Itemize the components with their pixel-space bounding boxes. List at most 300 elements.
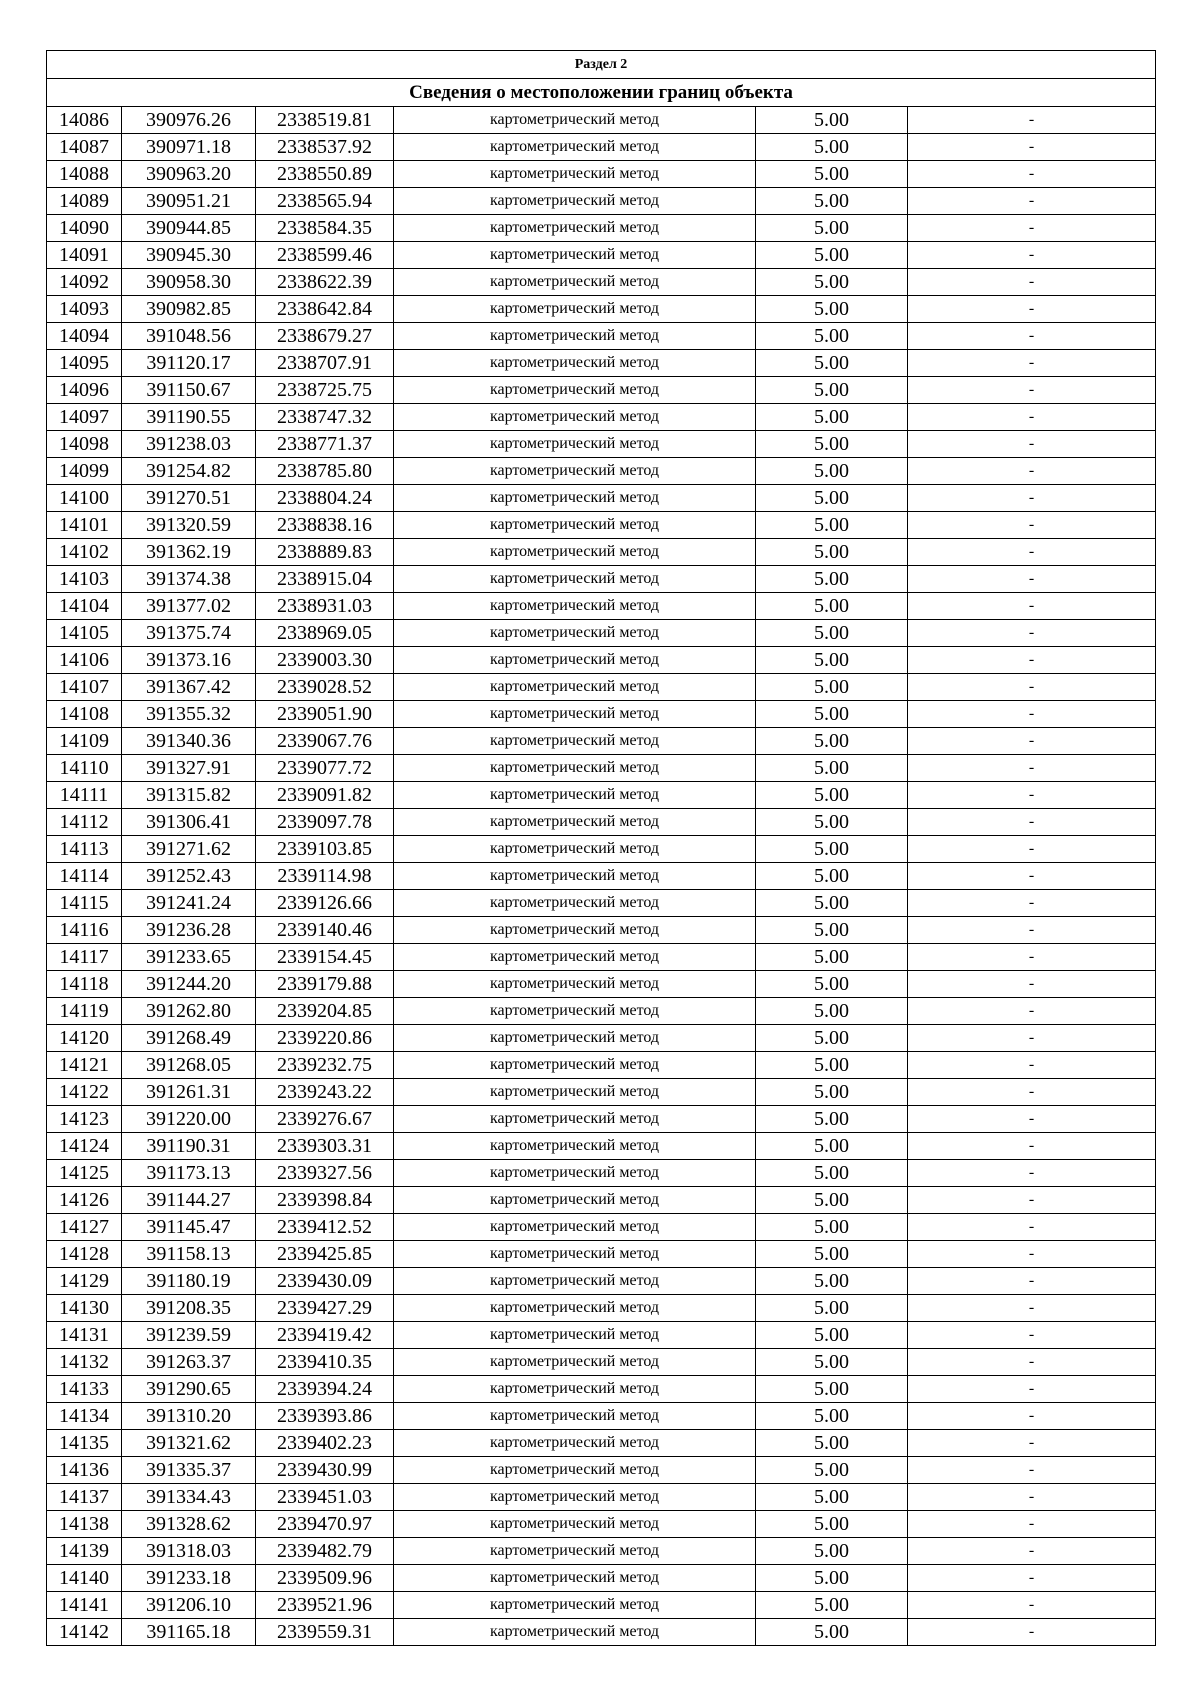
coordinate-x: 391145.47 xyxy=(122,1214,256,1241)
table-row xyxy=(47,215,1156,242)
description-cell: - xyxy=(908,1511,1156,1538)
table-row xyxy=(47,1295,1156,1322)
table-row xyxy=(47,944,1156,971)
determination-method: картометрический метод xyxy=(394,1025,756,1052)
section-title: Раздел 2 xyxy=(47,51,1156,79)
point-number: 14092 xyxy=(47,269,122,296)
coordinate-y: 2338804.24 xyxy=(256,485,394,512)
table-row xyxy=(47,701,1156,728)
coordinate-x: 390982.85 xyxy=(122,296,256,323)
coordinate-x: 391334.43 xyxy=(122,1484,256,1511)
table-row xyxy=(47,620,1156,647)
accuracy-value: 5.00 xyxy=(756,323,908,350)
coordinate-x: 391268.49 xyxy=(122,1025,256,1052)
description-cell: - xyxy=(908,215,1156,242)
determination-method: картометрический метод xyxy=(394,890,756,917)
accuracy-value: 5.00 xyxy=(756,1565,908,1592)
coordinate-x: 391374.38 xyxy=(122,566,256,593)
determination-method: картометрический метод xyxy=(394,1295,756,1322)
table-row xyxy=(47,134,1156,161)
point-number: 14128 xyxy=(47,1241,122,1268)
accuracy-value: 5.00 xyxy=(756,1268,908,1295)
coordinate-x: 391306.41 xyxy=(122,809,256,836)
accuracy-value: 5.00 xyxy=(756,1322,908,1349)
coordinate-x: 391208.35 xyxy=(122,1295,256,1322)
accuracy-value: 5.00 xyxy=(756,755,908,782)
determination-method: картометрический метод xyxy=(394,377,756,404)
accuracy-value: 5.00 xyxy=(756,593,908,620)
coordinate-y: 2338931.03 xyxy=(256,593,394,620)
determination-method: картометрический метод xyxy=(394,350,756,377)
coordinate-x: 391233.18 xyxy=(122,1565,256,1592)
table-row xyxy=(47,296,1156,323)
determination-method: картометрический метод xyxy=(394,512,756,539)
accuracy-value: 5.00 xyxy=(756,107,908,134)
table-row xyxy=(47,242,1156,269)
description-cell: - xyxy=(908,161,1156,188)
table-row xyxy=(47,566,1156,593)
determination-method: картометрический метод xyxy=(394,1133,756,1160)
description-cell: - xyxy=(908,1133,1156,1160)
description-cell: - xyxy=(908,1052,1156,1079)
determination-method: картометрический метод xyxy=(394,809,756,836)
accuracy-value: 5.00 xyxy=(756,1430,908,1457)
description-cell: - xyxy=(908,1565,1156,1592)
table-row xyxy=(47,1160,1156,1187)
accuracy-value: 5.00 xyxy=(756,1538,908,1565)
table-row xyxy=(47,782,1156,809)
accuracy-value: 5.00 xyxy=(756,1592,908,1619)
table-row xyxy=(47,1214,1156,1241)
description-cell: - xyxy=(908,269,1156,296)
determination-method: картометрический метод xyxy=(394,836,756,863)
table-row xyxy=(47,1484,1156,1511)
coordinate-y: 2339430.09 xyxy=(256,1268,394,1295)
description-cell: - xyxy=(908,1241,1156,1268)
coordinate-x: 391335.37 xyxy=(122,1457,256,1484)
description-cell: - xyxy=(908,647,1156,674)
point-number: 14104 xyxy=(47,593,122,620)
determination-method: картометрический метод xyxy=(394,1430,756,1457)
determination-method: картометрический метод xyxy=(394,161,756,188)
point-number: 14129 xyxy=(47,1268,122,1295)
coordinate-y: 2339427.29 xyxy=(256,1295,394,1322)
determination-method: картометрический метод xyxy=(394,782,756,809)
accuracy-value: 5.00 xyxy=(756,1349,908,1376)
table-row xyxy=(47,917,1156,944)
description-cell: - xyxy=(908,998,1156,1025)
determination-method: картометрический метод xyxy=(394,1106,756,1133)
coordinate-x: 390963.20 xyxy=(122,161,256,188)
coordinate-x: 391206.10 xyxy=(122,1592,256,1619)
coordinate-y: 2339425.85 xyxy=(256,1241,394,1268)
boundary-coordinates-table xyxy=(46,50,1156,1646)
point-number: 14101 xyxy=(47,512,122,539)
coordinate-y: 2339482.79 xyxy=(256,1538,394,1565)
accuracy-value: 5.00 xyxy=(756,998,908,1025)
accuracy-value: 5.00 xyxy=(756,539,908,566)
coordinate-x: 391048.56 xyxy=(122,323,256,350)
coordinate-x: 391268.05 xyxy=(122,1052,256,1079)
description-cell: - xyxy=(908,1349,1156,1376)
coordinate-y: 2339051.90 xyxy=(256,701,394,728)
accuracy-value: 5.00 xyxy=(756,1025,908,1052)
description-cell: - xyxy=(908,728,1156,755)
point-number: 14107 xyxy=(47,674,122,701)
accuracy-value: 5.00 xyxy=(756,1052,908,1079)
coordinate-x: 391144.27 xyxy=(122,1187,256,1214)
description-cell: - xyxy=(908,755,1156,782)
table-row xyxy=(47,1457,1156,1484)
description-cell: - xyxy=(908,836,1156,863)
coordinate-x: 391377.02 xyxy=(122,593,256,620)
coordinate-y: 2338679.27 xyxy=(256,323,394,350)
coordinate-y: 2339419.42 xyxy=(256,1322,394,1349)
table-row xyxy=(47,1241,1156,1268)
point-number: 14094 xyxy=(47,323,122,350)
coordinate-y: 2338915.04 xyxy=(256,566,394,593)
determination-method: картометрический метод xyxy=(394,1160,756,1187)
point-number: 14098 xyxy=(47,431,122,458)
coordinate-x: 391233.65 xyxy=(122,944,256,971)
point-number: 14109 xyxy=(47,728,122,755)
table-row xyxy=(47,674,1156,701)
coordinate-x: 391244.20 xyxy=(122,971,256,998)
point-number: 14096 xyxy=(47,377,122,404)
coordinate-y: 2339451.03 xyxy=(256,1484,394,1511)
accuracy-value: 5.00 xyxy=(756,1376,908,1403)
accuracy-value: 5.00 xyxy=(756,296,908,323)
table-row xyxy=(47,593,1156,620)
point-number: 14087 xyxy=(47,134,122,161)
coordinate-x: 391340.36 xyxy=(122,728,256,755)
table-row xyxy=(47,1322,1156,1349)
point-number: 14127 xyxy=(47,1214,122,1241)
description-cell: - xyxy=(908,1106,1156,1133)
point-number: 14141 xyxy=(47,1592,122,1619)
point-number: 14117 xyxy=(47,944,122,971)
table-row xyxy=(47,1133,1156,1160)
coordinate-y: 2338838.16 xyxy=(256,512,394,539)
determination-method: картометрический метод xyxy=(394,323,756,350)
coordinate-y: 2339140.46 xyxy=(256,917,394,944)
coordinate-x: 390976.26 xyxy=(122,107,256,134)
accuracy-value: 5.00 xyxy=(756,566,908,593)
accuracy-value: 5.00 xyxy=(756,1619,908,1646)
description-cell: - xyxy=(908,1268,1156,1295)
coordinate-x: 391238.03 xyxy=(122,431,256,458)
coordinate-x: 391236.28 xyxy=(122,917,256,944)
coordinate-x: 391310.20 xyxy=(122,1403,256,1430)
coordinate-y: 2339521.96 xyxy=(256,1592,394,1619)
point-number: 14105 xyxy=(47,620,122,647)
table-row xyxy=(47,323,1156,350)
accuracy-value: 5.00 xyxy=(756,485,908,512)
accuracy-value: 5.00 xyxy=(756,1403,908,1430)
coordinate-y: 2338725.75 xyxy=(256,377,394,404)
point-number: 14138 xyxy=(47,1511,122,1538)
determination-method: картометрический метод xyxy=(394,1592,756,1619)
point-number: 14133 xyxy=(47,1376,122,1403)
table-row xyxy=(47,1052,1156,1079)
coordinate-x: 391315.82 xyxy=(122,782,256,809)
point-number: 14091 xyxy=(47,242,122,269)
description-cell: - xyxy=(908,863,1156,890)
determination-method: картометрический метод xyxy=(394,728,756,755)
table-row xyxy=(47,1538,1156,1565)
determination-method: картометрический метод xyxy=(394,215,756,242)
accuracy-value: 5.00 xyxy=(756,809,908,836)
point-number: 14123 xyxy=(47,1106,122,1133)
point-number: 14100 xyxy=(47,485,122,512)
table-row xyxy=(47,809,1156,836)
table-row xyxy=(47,728,1156,755)
description-cell: - xyxy=(908,782,1156,809)
determination-method: картометрический метод xyxy=(394,1079,756,1106)
point-number: 14099 xyxy=(47,458,122,485)
description-cell: - xyxy=(908,1592,1156,1619)
point-number: 14126 xyxy=(47,1187,122,1214)
point-number: 14131 xyxy=(47,1322,122,1349)
table-row xyxy=(47,1025,1156,1052)
coordinate-x: 391158.13 xyxy=(122,1241,256,1268)
accuracy-value: 5.00 xyxy=(756,404,908,431)
coordinate-y: 2339470.97 xyxy=(256,1511,394,1538)
accuracy-value: 5.00 xyxy=(756,1187,908,1214)
table-row xyxy=(47,836,1156,863)
accuracy-value: 5.00 xyxy=(756,134,908,161)
accuracy-value: 5.00 xyxy=(756,512,908,539)
coordinate-y: 2339220.86 xyxy=(256,1025,394,1052)
coordinate-x: 390971.18 xyxy=(122,134,256,161)
point-number: 14132 xyxy=(47,1349,122,1376)
coordinate-x: 391262.80 xyxy=(122,998,256,1025)
description-cell: - xyxy=(908,485,1156,512)
table-title-row xyxy=(47,79,1156,107)
determination-method: картометрический метод xyxy=(394,998,756,1025)
table-row xyxy=(47,107,1156,134)
determination-method: картометрический метод xyxy=(394,971,756,998)
accuracy-value: 5.00 xyxy=(756,1457,908,1484)
description-cell: - xyxy=(908,134,1156,161)
determination-method: картометрический метод xyxy=(394,242,756,269)
table-row xyxy=(47,350,1156,377)
table-row xyxy=(47,755,1156,782)
determination-method: картометрический метод xyxy=(394,620,756,647)
accuracy-value: 5.00 xyxy=(756,1241,908,1268)
table-row xyxy=(47,1430,1156,1457)
table-row xyxy=(47,998,1156,1025)
coordinate-y: 2339327.56 xyxy=(256,1160,394,1187)
table-row xyxy=(47,1349,1156,1376)
point-number: 14088 xyxy=(47,161,122,188)
coordinate-x: 391321.62 xyxy=(122,1430,256,1457)
determination-method: картометрический метод xyxy=(394,1484,756,1511)
table-row xyxy=(47,161,1156,188)
determination-method: картометрический метод xyxy=(394,296,756,323)
coordinate-x: 391327.91 xyxy=(122,755,256,782)
table-row xyxy=(47,1403,1156,1430)
coordinate-y: 2339103.85 xyxy=(256,836,394,863)
determination-method: картометрический метод xyxy=(394,1322,756,1349)
accuracy-value: 5.00 xyxy=(756,863,908,890)
point-number: 14113 xyxy=(47,836,122,863)
determination-method: картометрический метод xyxy=(394,269,756,296)
description-cell: - xyxy=(908,809,1156,836)
description-cell: - xyxy=(908,404,1156,431)
coordinate-y: 2339276.67 xyxy=(256,1106,394,1133)
point-number: 14130 xyxy=(47,1295,122,1322)
coordinate-y: 2339412.52 xyxy=(256,1214,394,1241)
point-number: 14125 xyxy=(47,1160,122,1187)
coordinate-x: 391328.62 xyxy=(122,1511,256,1538)
coordinate-y: 2338642.84 xyxy=(256,296,394,323)
table-row xyxy=(47,485,1156,512)
determination-method: картометрический метод xyxy=(394,1457,756,1484)
description-cell: - xyxy=(908,593,1156,620)
description-cell: - xyxy=(908,296,1156,323)
determination-method: картометрический метод xyxy=(394,458,756,485)
table-row xyxy=(47,1619,1156,1646)
accuracy-value: 5.00 xyxy=(756,647,908,674)
point-number: 14136 xyxy=(47,1457,122,1484)
description-cell: - xyxy=(908,431,1156,458)
accuracy-value: 5.00 xyxy=(756,836,908,863)
coordinate-x: 391320.59 xyxy=(122,512,256,539)
coordinate-y: 2339232.75 xyxy=(256,1052,394,1079)
determination-method: картометрический метод xyxy=(394,755,756,782)
coordinate-y: 2338747.32 xyxy=(256,404,394,431)
table-row xyxy=(47,1376,1156,1403)
point-number: 14135 xyxy=(47,1430,122,1457)
determination-method: картометрический метод xyxy=(394,566,756,593)
coordinate-x: 391355.32 xyxy=(122,701,256,728)
determination-method: картометрический метод xyxy=(394,1268,756,1295)
coordinate-y: 2338622.39 xyxy=(256,269,394,296)
point-number: 14134 xyxy=(47,1403,122,1430)
table-row xyxy=(47,1592,1156,1619)
coordinate-x: 391239.59 xyxy=(122,1322,256,1349)
coordinate-x: 391373.16 xyxy=(122,647,256,674)
point-number: 14121 xyxy=(47,1052,122,1079)
coordinate-x: 391261.31 xyxy=(122,1079,256,1106)
coordinate-x: 390945.30 xyxy=(122,242,256,269)
description-cell: - xyxy=(908,107,1156,134)
description-cell: - xyxy=(908,944,1156,971)
accuracy-value: 5.00 xyxy=(756,728,908,755)
determination-method: картометрический метод xyxy=(394,1565,756,1592)
table-row xyxy=(47,971,1156,998)
coordinate-y: 2339003.30 xyxy=(256,647,394,674)
description-cell: - xyxy=(908,971,1156,998)
accuracy-value: 5.00 xyxy=(756,215,908,242)
determination-method: картометрический метод xyxy=(394,1052,756,1079)
description-cell: - xyxy=(908,1322,1156,1349)
description-cell: - xyxy=(908,674,1156,701)
table-row xyxy=(47,890,1156,917)
description-cell: - xyxy=(908,1025,1156,1052)
coordinate-x: 391190.31 xyxy=(122,1133,256,1160)
accuracy-value: 5.00 xyxy=(756,1511,908,1538)
coordinate-x: 391271.62 xyxy=(122,836,256,863)
point-number: 14139 xyxy=(47,1538,122,1565)
accuracy-value: 5.00 xyxy=(756,917,908,944)
point-number: 14108 xyxy=(47,701,122,728)
table-row xyxy=(47,1565,1156,1592)
table-row xyxy=(47,1079,1156,1106)
determination-method: картометрический метод xyxy=(394,188,756,215)
point-number: 14114 xyxy=(47,863,122,890)
description-cell: - xyxy=(908,539,1156,566)
accuracy-value: 5.00 xyxy=(756,1484,908,1511)
coordinate-y: 2338707.91 xyxy=(256,350,394,377)
determination-method: картометрический метод xyxy=(394,1511,756,1538)
table-body xyxy=(47,51,1156,1646)
accuracy-value: 5.00 xyxy=(756,161,908,188)
table-title: Сведения о местоположении границ объекта xyxy=(47,79,1156,107)
description-cell: - xyxy=(908,242,1156,269)
coordinate-y: 2339303.31 xyxy=(256,1133,394,1160)
table-row xyxy=(47,377,1156,404)
coordinate-x: 391263.37 xyxy=(122,1349,256,1376)
point-number: 14142 xyxy=(47,1619,122,1646)
point-number: 14124 xyxy=(47,1133,122,1160)
description-cell: - xyxy=(908,566,1156,593)
point-number: 14090 xyxy=(47,215,122,242)
table-row xyxy=(47,1106,1156,1133)
coordinate-y: 2338550.89 xyxy=(256,161,394,188)
coordinate-y: 2338771.37 xyxy=(256,431,394,458)
description-cell: - xyxy=(908,1430,1156,1457)
description-cell: - xyxy=(908,1403,1156,1430)
table-row xyxy=(47,1187,1156,1214)
determination-method: картометрический метод xyxy=(394,917,756,944)
accuracy-value: 5.00 xyxy=(756,431,908,458)
description-cell: - xyxy=(908,1619,1156,1646)
coordinate-x: 391190.55 xyxy=(122,404,256,431)
coordinate-y: 2339154.45 xyxy=(256,944,394,971)
accuracy-value: 5.00 xyxy=(756,1160,908,1187)
description-cell: - xyxy=(908,377,1156,404)
table-row xyxy=(47,269,1156,296)
coordinate-x: 391254.82 xyxy=(122,458,256,485)
determination-method: картометрический метод xyxy=(394,647,756,674)
description-cell: - xyxy=(908,323,1156,350)
accuracy-value: 5.00 xyxy=(756,971,908,998)
coordinate-y: 2339393.86 xyxy=(256,1403,394,1430)
point-number: 14102 xyxy=(47,539,122,566)
determination-method: картометрический метод xyxy=(394,674,756,701)
determination-method: картометрический метод xyxy=(394,701,756,728)
coordinate-y: 2339509.96 xyxy=(256,1565,394,1592)
accuracy-value: 5.00 xyxy=(756,1133,908,1160)
point-number: 14089 xyxy=(47,188,122,215)
coordinate-y: 2339243.22 xyxy=(256,1079,394,1106)
description-cell: - xyxy=(908,1295,1156,1322)
coordinate-y: 2339067.76 xyxy=(256,728,394,755)
determination-method: картометрический метод xyxy=(394,1241,756,1268)
point-number: 14116 xyxy=(47,917,122,944)
table-row xyxy=(47,863,1156,890)
description-cell: - xyxy=(908,917,1156,944)
point-number: 14097 xyxy=(47,404,122,431)
accuracy-value: 5.00 xyxy=(756,242,908,269)
description-cell: - xyxy=(908,1214,1156,1241)
determination-method: картометрический метод xyxy=(394,1538,756,1565)
description-cell: - xyxy=(908,1457,1156,1484)
accuracy-value: 5.00 xyxy=(756,377,908,404)
coordinate-x: 391173.13 xyxy=(122,1160,256,1187)
